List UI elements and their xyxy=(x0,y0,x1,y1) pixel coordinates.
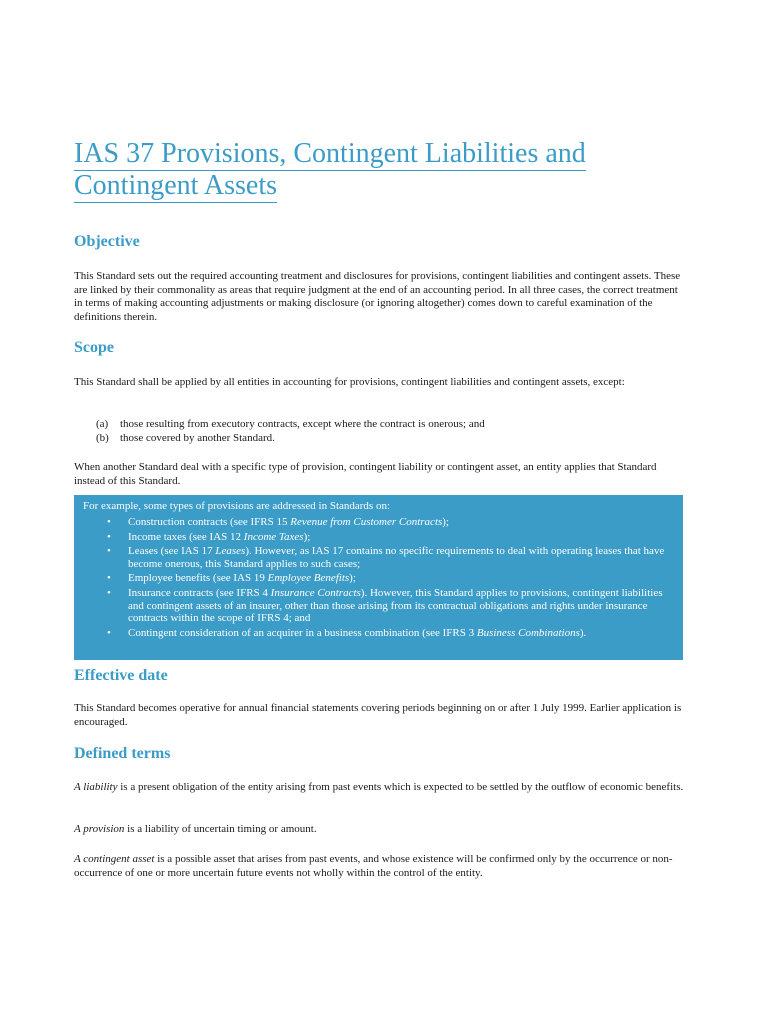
scope-exceptions-list xyxy=(96,417,666,445)
scope-intro-paragraph: This Standard shall be applied by all entities in accounting for provisions, contingent liabilities and contingent assets, except: xyxy=(74,376,625,388)
scope-heading: Scope xyxy=(74,339,114,356)
definition-provision xyxy=(74,823,684,837)
example-list-item xyxy=(83,572,673,585)
example-box-intro: For example, some types of provisions are addressed in Standards on: xyxy=(83,500,391,512)
item-text: ); xyxy=(303,530,311,543)
defined-term: A liability xyxy=(74,781,118,793)
standard-name: Insurance Contracts xyxy=(270,586,361,599)
standard-name: Business Combinations xyxy=(476,626,580,639)
standard-name: Employee Benefits xyxy=(267,572,350,585)
example-list-item xyxy=(83,545,673,570)
example-list-item xyxy=(83,627,673,640)
example-standards-list xyxy=(83,516,673,639)
bullet-icon: • xyxy=(107,516,111,528)
item-text: ). However, as IAS 17 contains no specific requirements to deal with operating leases that have become onerous, this Standard applies to such cases; xyxy=(128,545,665,570)
bullet-icon: • xyxy=(107,626,111,639)
example-list-item xyxy=(83,587,673,625)
scope-item-label: (b) xyxy=(96,432,109,444)
standard-name: Leases xyxy=(215,545,246,558)
scope-item-text: those covered by another Standard. xyxy=(120,432,275,444)
defined-term: A contingent asset xyxy=(74,853,155,865)
item-text: Contingent consideration of an acquirer in a business combination (see IFRS 3 xyxy=(128,626,477,639)
item-text: Construction contracts (see IFRS 15 xyxy=(128,516,291,528)
item-text: ). xyxy=(579,626,587,639)
bullet-icon: • xyxy=(107,545,111,558)
definition-contingent-asset xyxy=(74,853,684,880)
scope-item-text: those resulting from executory contracts, except where the contract is onerous; and xyxy=(120,418,485,430)
scope-item xyxy=(96,431,666,445)
defined-term: A provision xyxy=(74,823,125,835)
bullet-icon: • xyxy=(107,530,111,543)
objective-paragraph: This Standard sets out the required accounting treatment and disclosures for provisions, contingent liabilities and contingent assets. These are linked by their commonality as areas that require judgment at the end of an accounting period. In all three cases, the correct treatment in terms of making accounting adjustments or making disclosure (or ignoring altogether) comes down to careful examination of the definitions therein. xyxy=(74,270,681,323)
standard-name: Revenue from Customer Contracts xyxy=(290,516,443,528)
example-list-item xyxy=(83,516,673,529)
defined-terms-heading: Defined terms xyxy=(74,745,171,762)
item-text: Employee benefits (see IAS 19 xyxy=(128,572,268,585)
effective-date-heading: Effective date xyxy=(74,667,168,684)
item-text: Income taxes (see IAS 12 xyxy=(128,530,244,543)
scope-item-label: (a) xyxy=(96,418,109,430)
scope-after-paragraph: When another Standard deal with a specific type of provision, contingent liability or contingent asset, an entity applies that Standard instead of this Standard. xyxy=(74,461,657,487)
definition-text: is a liability of uncertain timing or amount. xyxy=(124,823,317,835)
definition-text: is a present obligation of the entity arising from past events which is expected to be settled by the outflow of economic benefits. xyxy=(117,781,684,793)
document-title-text: IAS 37 Provisions, Contingent Liabilities and Contingent Assets xyxy=(74,138,586,201)
definition-liability xyxy=(74,781,684,795)
example-list-item xyxy=(83,531,673,544)
item-text: ). However, this Standard applies to provisions, contingent liabilities and contingent assets of an insurer, other than those arising from its contractual obligations and rights under insurance contracts within the scope of IFRS 4; and xyxy=(128,586,663,625)
item-text: ); xyxy=(349,572,356,585)
item-text: ); xyxy=(442,516,450,528)
document-title xyxy=(74,138,654,202)
bullet-icon: • xyxy=(107,572,111,585)
standard-name: Income Taxes xyxy=(243,530,304,543)
effective-date-paragraph: This Standard becomes operative for annual financial statements covering periods beginning on or after 1 July 1999. Earlier application is encouraged. xyxy=(74,702,682,728)
item-text: Insurance contracts (see IFRS 4 xyxy=(128,586,271,599)
objective-heading: Objective xyxy=(74,233,140,250)
scope-item xyxy=(96,417,666,431)
example-callout-box xyxy=(74,495,683,660)
bullet-icon: • xyxy=(107,586,111,599)
item-text: Leases (see IAS 17 xyxy=(128,545,216,558)
definition-text: is a possible asset that arises from past events, and whose existence will be confirmed only by the occurrence or non-occurrence of one or more uncertain future events not wholly within the control of the entity. xyxy=(74,853,673,879)
